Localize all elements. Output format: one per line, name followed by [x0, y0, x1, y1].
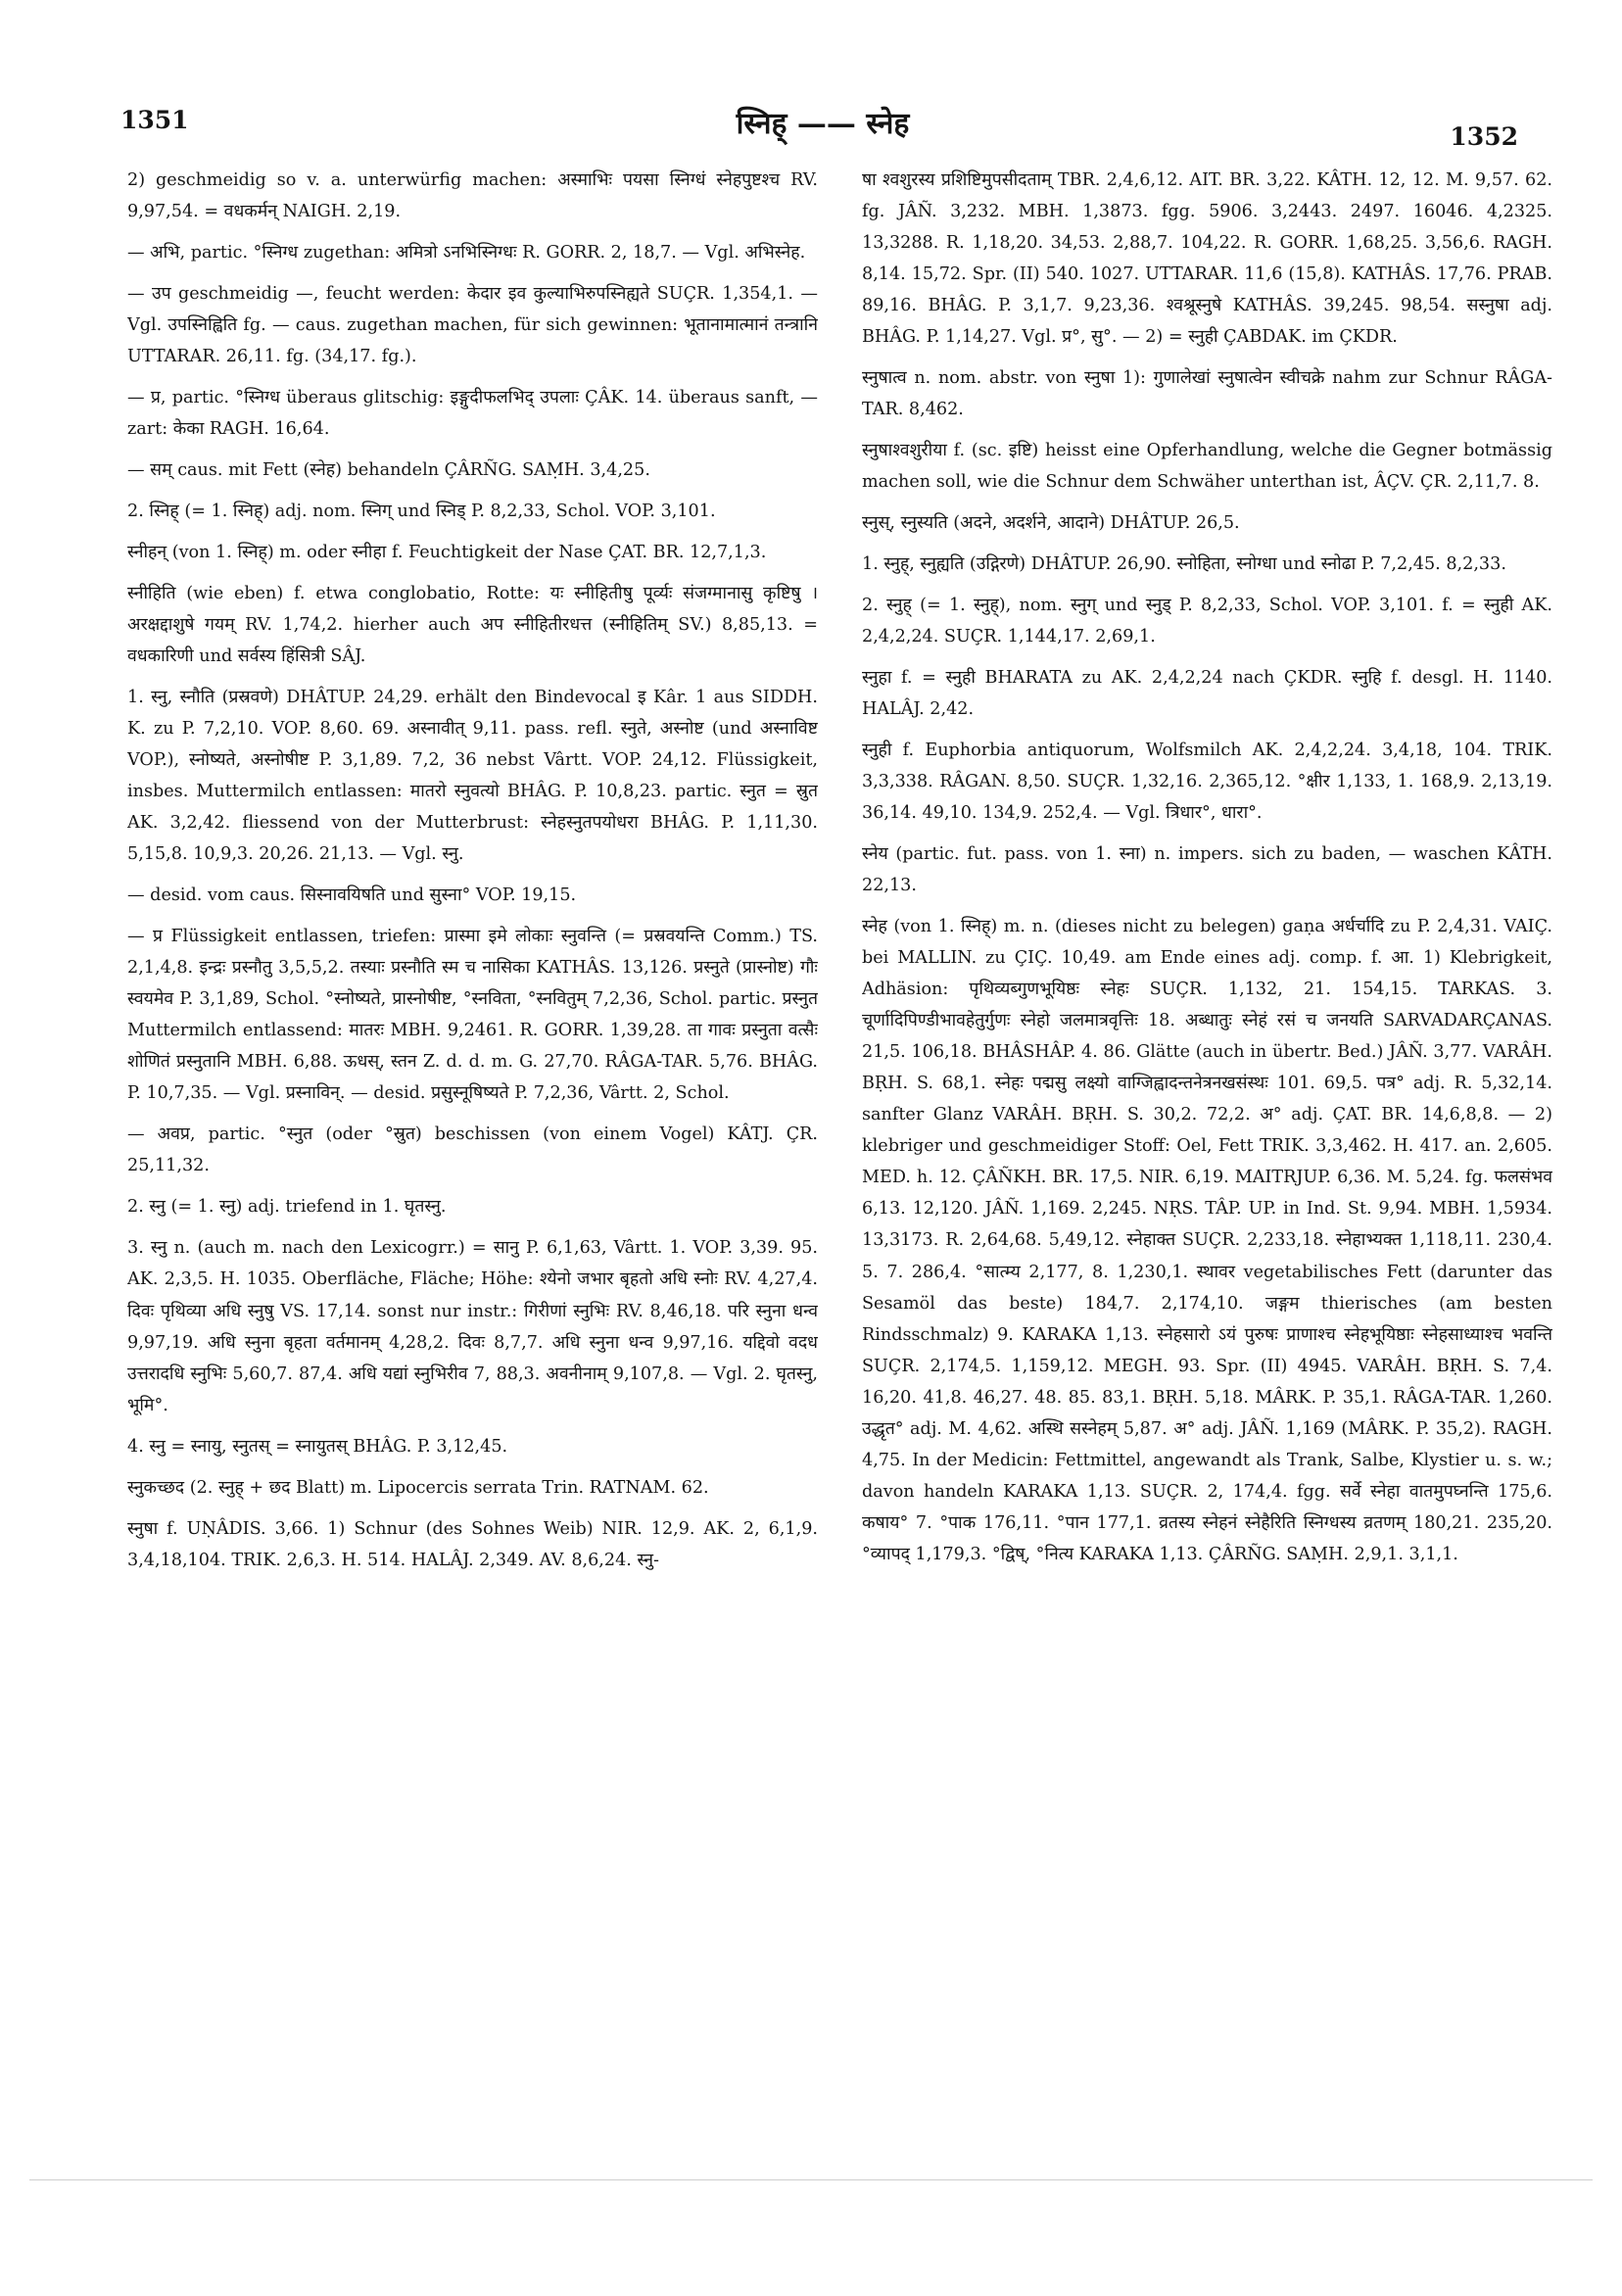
entry-paragraph: षा श्वशुरस्य प्रशिष्टिमुपसीदताम् TBR. 2,4,6,12. AIT. BR. 3,22. KÂTH. 12, 12. M. 9,57. 62. fg. JÂÑ. 3,232. MBH. 1,3873. fgg. 5906. 3,2443. 2497. 16046. 4,2325. 13,3288. R. 1,18,20. 34,53. 2,88,7. 104,22. R. GORR. 1,68,25. 3,56,6. RAGH. 8,14. 15,72. Spr. (II) 540. 1027. UTTARAR. 11,6 (15,8). KATHÂS. 17,76. PRAB. 89,16. BHÂG. P. 3,1,7. 9,23,36. श्वश्रूस्नुषे KATHÂS. 39,245. 98,54. सस्नुषा adj. BHÂG. P. 1,14,27. Vgl. प्र°, सु°. — 2) = स्नुही ÇABDAK. im ÇKDR. [862, 170, 1552, 348]
entry-paragraph: — प्र Flüssigkeit entlassen, triefen: प्रास्मा इमे लोकाः स्नुवन्ति (= प्रस्रवयन्ति Comm.) TS. 2,1,4,8. इन्द्रः प्रस्नौतु 3,5,5,2. तस्याः प्रस्नौति स्म च नासिका KATHÂS. 13,126. प्रस्नुते (प्रास्नोष्ट) गौः स्वयमेव P. 3,1,89, Schol. °स्नोष्यते, प्रास्नोषीष्ट, °स्नविता, °स्नवितुम् 7,2,36, Schol. partic. प्रस्नुत Muttermilch entlassend: मातरः MBH. 9,2461. R. GORR. 1,39,28. ता गावः प्रस्नुता वत्सैः शोणितं प्रस्नुतानि MBH. 6,88. ऊधस्, स्तन Z. d. d. m. G. 27,70. RÂGA-TAR. 5,76. BHÂG. P. 10,7,35. — Vgl. प्रस्नाविन्. — desid. प्रसुस्नूषिष्यते P. 7,2,36, Vârtt. 2, Schol. [127, 927, 818, 1104]
entry-paragraph: — desid. vom caus. सिस्नावयिषति und सुस्ना° VOP. 19,15. [127, 885, 577, 906]
entry-paragraph: 1. स्नु, स्नौति (प्रस्रवणे) DHÂTUP. 24,29. erhält den Bindevocal इ Kâr. 1 aus SIDDH. K. zu P. 7,2,10. VOP. 8,60. 69. अस्नावीत् 9,11. pass. refl. स्नुते, अस्नोष्ट (und अस्नाविष्ट VOP.), स्नोष्यते, अस्नोषीष्ट P. 3,1,89. 7,2, 36 nebst Vârtt. VOP. 24,12. Flüssigkeit, insbes. Muttermilch entlassen: मातरो स्नुवत्यो BHÂG. P. 10,8,23. partic. स्नुत = स्रुत AK. 3,2,42. fliessend von der Mutterbrust: स्नेहस्नुतपयोधरा BHÂG. P. 1,11,30. 5,15,8. 10,9,3. 20,26. 21,13. — Vgl. स्नु. [127, 688, 818, 865]
right-column [862, 165, 1552, 1967]
entry-paragraph: 1. स्नुह्, स्नुह्यति (उद्गिरणे) DHÂTUP. 26,90. स्नोहिता, स्नोग्धा und स्नोढा P. 7,2,45. 8,2,33. [862, 554, 1506, 575]
entry-paragraph: 2) geschmeidig so v. a. unterwürfig machen: अस्माभिः पयसा स्निग्धं स्नेहपुष्टश्च RV. 9,97,54. = वधकर्मन् NAIGH. 2,19. [127, 170, 818, 222]
entry-paragraph: स्नेय (partic. fut. pass. von 1. स्ना) n. impers. sich zu baden, — waschen KÂTH. 22,13. [862, 844, 1552, 896]
page-number-right: 1352 [1450, 122, 1518, 151]
entry-paragraph: स्नेह (von 1. स्निह्) m. n. (dieses nicht zu belegen) gaṇa अर्धर्चादि zu P. 2,4,31. VAIÇ. bei MALLIN. zu ÇIÇ. 10,49. am Ende eines adj. comp. f. आ. 1) Klebrigkeit, Adhäsion: पृथिव्यब्गुणभूयिष्ठः स्नेहः SUÇR. 1,132, 21. 154,15. TARKAS. 3. चूर्णादिपिण्डीभावहेतुर्गुणः स्नेहो जलमात्रवृत्तिः 18. अब्धातुः स्नेहं रसं च जनयति SARVADARÇANAS. 21,5. 106,18. BHÂSHÂP. 4. 86. Glätte (auch in übertr. Bed.) JÂÑ. 3,77. VARÂH. BṚH. S. 68,1. स्नेहः पद्मसु लक्ष्यो वाग्जिह्वादन्तनेत्रनखसंस्थः 101. 69,5. पत्र° adj. R. 5,32,14. sanfter Glanz VARÂH. BṚH. S. 30,2. 72,2. अ° adj. ÇAT. BR. 14,6,8,8. — 2) klebriger und geschmeidiger Stoff: Oel, Fett TRIK. 3,3,462. H. 417. an. 2,605. MED. h. 12. ÇÂÑKH. BR. 17,5. NIR. 6,19. MAITRJUP. 6,36. M. 5,24. fg. फलसंभव 6,13. 12,120. JÂÑ. 1,169. 2,245. NṚS. TÂP. UP. in Ind. St. 9,94. MBH. 1,5934. 13,3173. R. 2,64,68. 5,49,12. स्नेहाक्त SUÇR. 2,233,18. स्नेहाभ्यक्त 1,118,11. 230,4. 5. 7. 286,4. °सात्म्य 2,177, 8. 1,230,1. स्थावर vegetabilisches Fett (darunter das Sesamöl das beste) 184,7. 2,174,10. जङ्गम thierisches (am besten Rindsschmalz) 9. KARAKA 1,13. स्नेहसारो ऽयं पुरुषः प्राणाश्च स्नेहभूयिष्ठाः स्नेहसाध्याश्च भवन्ति SUÇR. 2,174,5. 1,159,12. MEGH. 93. Spr. (II) 4945. VARÂH. BṚH. S. 7,4. 16,20. 41,8. 46,27. 48. 85. 83,1. BṚH. 5,18. MÂRK. P. 35,1. RÂGA-TAR. 1,260. उद्धृत° adj. M. 4,62. अस्थि सस्नेहम् 5,87. अ° adj. JÂÑ. 1,169 (MÂRK. P. 35,2). RAGH. 4,75. In der Medicin: Fettmittel, angewandt als Trank, Salbe, Klystier u. s. w.; davon handeln KARAKA 1,13. SUÇR. 2, 174,4. fgg. सर्वे स्नेहा वातमुपघ्नन्ति 175,6. कषाय° 7. °पाक 176,11. °पान 177,1. व्रतस्य स्नेहनं स्नेहैरिति स्निग्धस्य व्रतणम् 180,21. 235,20. °व्यापद् 1,179,3. °द्विष्, °नित्य KARAKA 1,13. ÇÂRÑG. SAṂH. 2,9,1. 3,1,1. [862, 917, 1552, 1564]
footer-rule [29, 2179, 1593, 2180]
entry-paragraph: 2. स्नु (= 1. स्नु) adj. triefend in 1. घृतस्नु. [127, 1197, 447, 1218]
entry-paragraph: 3. स्नु n. (auch m. nach den Lexicogrr.) = सानु P. 6,1,63, Vârtt. 1. VOP. 3,39. 95. AK. 2,3,5. H. 1035. Oberfläche, Fläche; Höhe: श्येनो जभार बृहतो अधि स्नोः RV. 4,27,4. दिवः पृथिव्या अधि स्नुषु VS. 17,14. sonst nur instr.: गिरीणां स्नुभिः RV. 8,46,18. परि स्नुना धन्व 9,97,19. अधि स्नुना बृहता वर्तमानम् 4,28,2. दिवः 8,7,7. अधि स्नुना धन्व 9,97,16. यद्दिवो वदध उत्तरादधि स्नुभिः 5,60,7. 87,4. अधि यद्यां स्नुभिरीव 7, 88,3. अवनीनाम् 9,107,8. — Vgl. 2. घृतस्नु, भूमि°. [127, 1238, 818, 1415]
headword-range: स्निह् —— स्नेह [736, 107, 910, 141]
page-number-left: 1351 [120, 106, 189, 134]
entry-paragraph: स्नीहन् (von 1. स्निह्) m. oder स्नीहा f. Feuchtigkeit der Nase ÇAT. BR. 12,7,1,3. [127, 543, 767, 563]
entry-paragraph: — अभि, partic. °स्निग्ध zugethan: अमित्रो ऽनभिस्निग्धः R. GORR. 2, 18,7. — Vgl. अभिस्नेह. [127, 243, 806, 263]
entry-paragraph: स्नुस्, स्नुस्यति (अदने, अदर्शने, आदाने) DHÂTUP. 26,5. [862, 513, 1240, 534]
entry-paragraph: 2. स्निह् (= 1. स्निह्) adj. nom. स्निग् und स्निड् P. 8,2,33, Schol. VOP. 3,101. [127, 502, 716, 522]
entry-paragraph: स्नुही f. Euphorbia antiquorum, Wolfsmilch AK. 2,4,2,24. 3,4,18, 104. TRIK. 3,3,338. RÂGAN. 8,50. SUÇR. 1,32,16. 2,365,12. °क्षीर 1,133, 1. 168,9. 2,13,19. 36,14. 49,10. 134,9. 252,4. — Vgl. त्रिधार°, धारा°. [862, 741, 1552, 824]
left-column [127, 165, 818, 1957]
entry-paragraph: स्नुषाश्वशुरीया f. (sc. इष्टि) heisst eine Opferhandlung, welche die Gegner botmässig machen soll, wie die Schnur dem Schwäher unterthan ist, ÂÇV. ÇR. 2,11,7. 8. [862, 441, 1552, 493]
entry-paragraph: स्नुहा f. = स्नुही BHARATA zu AK. 2,4,2,24 nach ÇKDR. स्नुहि f. desgl. H. 1140. HALÂJ. 2,42. [862, 668, 1552, 720]
entry-paragraph: 4. स्नु = स्नायु, स्नुतस् = स्नायुतस् BHÂG. P. 3,12,45. [127, 1436, 508, 1457]
entry-paragraph: स्नुषा f. UṆÂDIS. 3,66. 1) Schnur (des Sohnes Weib) NIR. 12,9. AK. 2, 6,1,9. 3,4,18,104. TRIK. 2,6,3. H. 514. HALÂJ. 2,349. AV. 8,6,24. स्नु- [127, 1518, 818, 1570]
entry-paragraph: स्नुकच्छद (2. स्नुह् + छद Blatt) m. Lipocercis serrata Trin. RATNAM. 62. [127, 1477, 709, 1498]
entry-paragraph: 2. स्नुह् (= 1. स्नुह्), nom. स्नुग् und स्नुड् P. 8,2,33, Schol. VOP. 3,101. f. = स्नुही AK. 2,4,2,24. SUÇR. 1,144,17. 2,69,1. [862, 596, 1552, 647]
entry-paragraph: — उप geschmeidig —, feucht werden: केदार इव कुल्याभिरुपस्निह्यते SUÇR. 1,354,1. — Vgl. उपस्निह्विति fg. — caus. zugethan machen, für sich gewinnen: भूतानामात्मानं तन्त्रानि UTTARAR. 26,11. fg. (34,17. fg.). [127, 284, 818, 367]
entry-paragraph: — सम् caus. mit Fett (स्नेह) behandeln ÇÂRÑG. SAṂH. 3,4,25. [127, 460, 650, 481]
entry-paragraph: स्नुषात्व n. nom. abstr. von स्नुषा 1): गुणालेखां स्नुषात्वेन स्वीचक्रे nahm zur Schnur RÂGA-TAR. 8,462. [862, 368, 1552, 420]
entry-paragraph: स्नीहिति (wie eben) f. etwa conglobatio, Rotte: यः स्नीहितीषु पूर्व्यः संजग्मानासु कृष्टिषु । अरक्षद्दाशुषे गयम् RV. 1,74,2. hierher auch अप स्नीहितीरधत्त (स्नीहितिम् SV.) 8,85,13. = वधकारिणी und सर्वस्य हिंसित्री SÂJ. [127, 584, 818, 667]
entry-paragraph: — अवप्र, partic. °स्नुत (oder °स्रुत) beschissen (von einem Vogel) KÂTJ. ÇR. 25,11,32. [127, 1124, 818, 1176]
entry-paragraph: — प्र, partic. °स्निग्ध überaus glitschig: इङ्गुदीफलभिद् उपलाः ÇÂK. 14. überaus sanft, — zart: केका RAGH. 16,64. [127, 388, 818, 440]
